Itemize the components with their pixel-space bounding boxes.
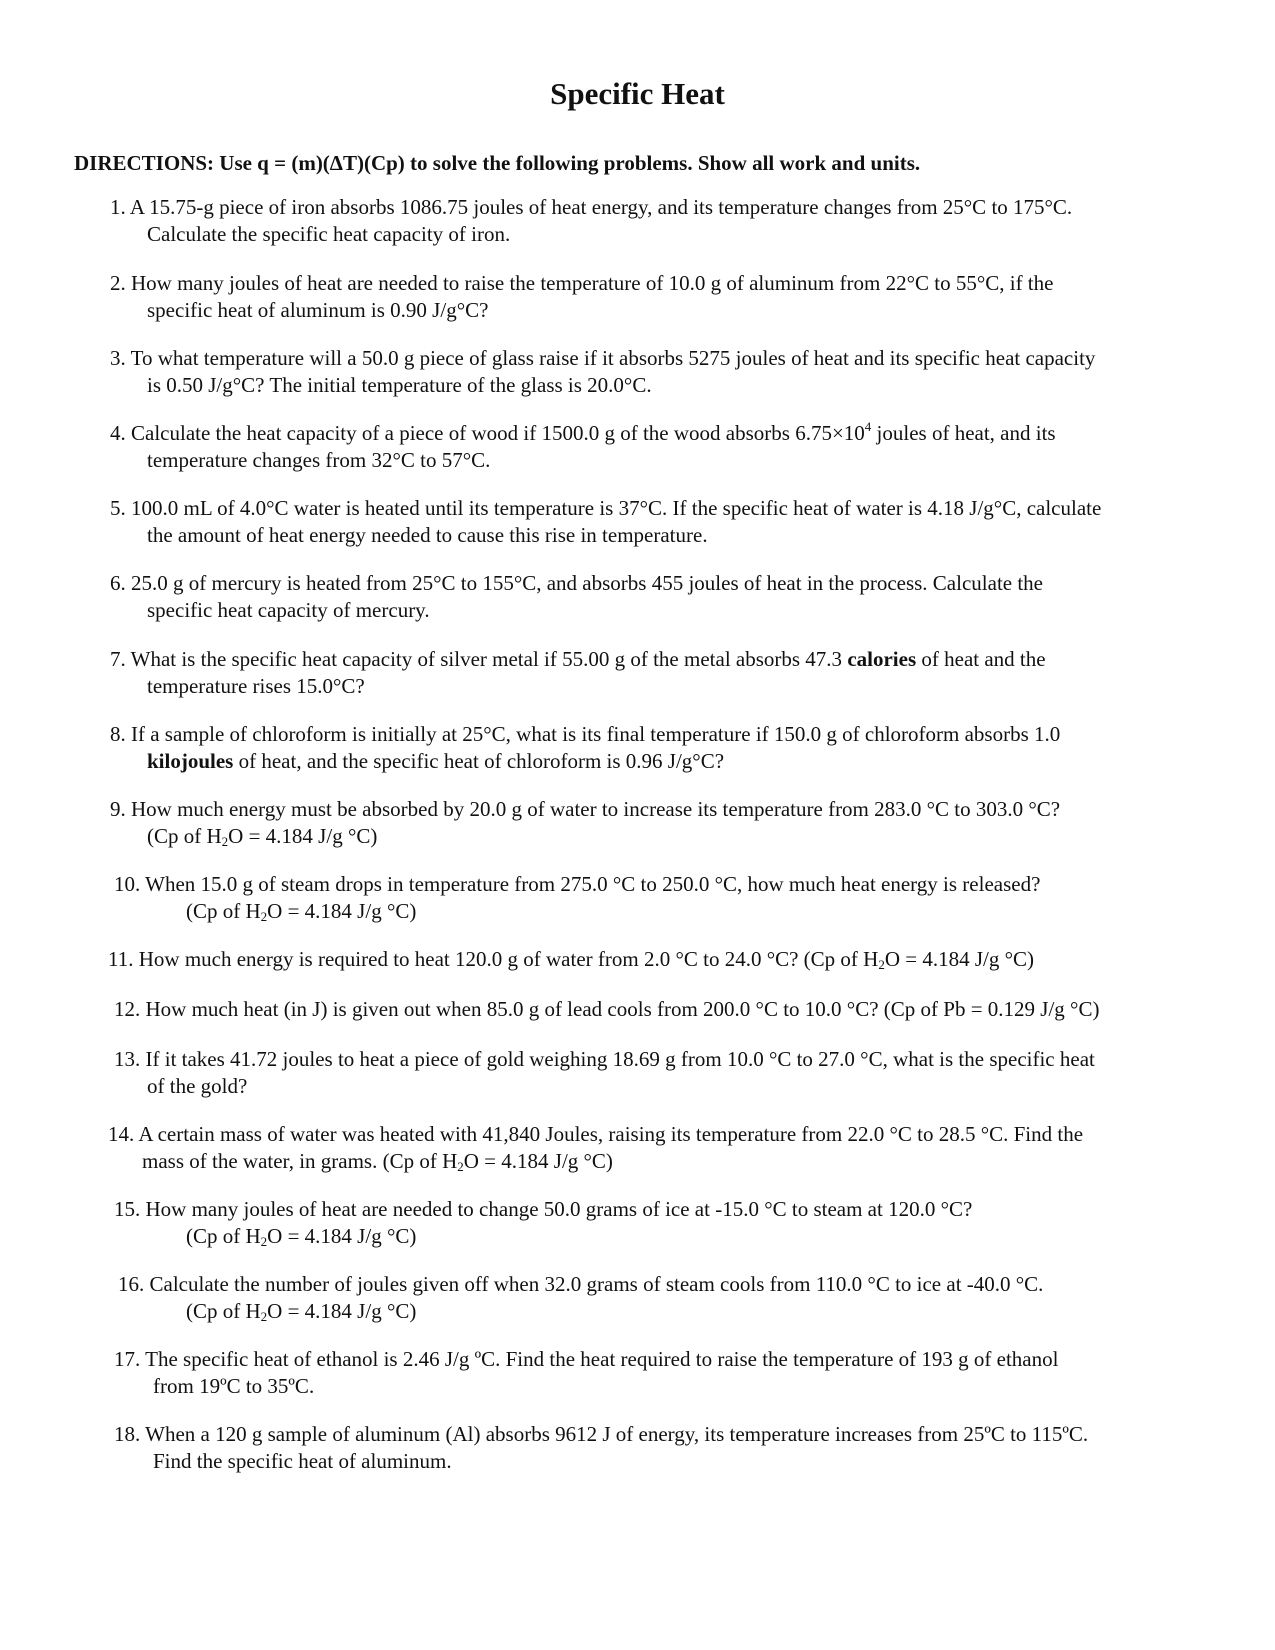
problem-15-line-1 xyxy=(114,1196,972,1223)
problem-14-line-1 xyxy=(108,1121,1083,1148)
problem-12-line-1 xyxy=(114,996,1099,1023)
problem-text-cont: O = 4.184 J/g °C) xyxy=(884,947,1034,971)
problem-18 xyxy=(114,1421,1088,1475)
problem-14 xyxy=(108,1121,1083,1175)
problem-number: 13. xyxy=(114,1047,141,1071)
problem-number: 2. xyxy=(110,271,126,295)
subscript: 2 xyxy=(260,1234,268,1249)
emphasis-kilojoules: kilojoules xyxy=(147,749,234,773)
problem-9-line-2 xyxy=(110,823,1060,850)
problem-text: When 15.0 g of steam drops in temperature from 275.0 °C to 250.0 °C, how much heat energy is released? xyxy=(145,872,1041,896)
cp-text-cont: O = 4.184 J/g °C) xyxy=(267,1299,417,1323)
problem-number: 11. xyxy=(108,947,134,971)
problem-11 xyxy=(108,946,1034,973)
problem-1 xyxy=(110,194,1072,248)
problem-text: How much heat (in J) is given out when 85.0 g of lead cools from 200.0 °C to 10.0 °C? (Cp of Pb = 0.129 J/g °C) xyxy=(145,997,1100,1021)
problem-text-cont: of heat, and the specific heat of chloroform is 0.96 J/g°C? xyxy=(233,749,725,773)
problem-text: The specific heat of ethanol is 2.46 J/g ºC. Find the heat required to raise the temperature of 193 g of ethanol xyxy=(145,1347,1059,1371)
problem-text: How much energy must be absorbed by 20.0 g of water to increase its temperature from 283.0 °C to 303.0 °C? xyxy=(131,797,1061,821)
problem-4 xyxy=(110,420,1056,474)
subscript: 2 xyxy=(260,909,268,924)
problem-number: 12. xyxy=(114,997,141,1021)
problem-number: 16. xyxy=(118,1272,145,1296)
problem-15 xyxy=(114,1196,972,1250)
problem-16 xyxy=(118,1271,1043,1325)
problem-13-line-2: of the gold? xyxy=(147,1074,248,1098)
problem-2 xyxy=(110,270,1053,324)
cp-text-cont: O = 4.184 J/g °C) xyxy=(267,899,417,923)
problem-text: A certain mass of water was heated with 41,840 Joules, raising its temperature from 22.0 °C to 28.5 °C. Find the xyxy=(138,1122,1084,1146)
problem-text: How many joules of heat are needed to raise the temperature of 10.0 g of aluminum from 22°C to 55°C, if the xyxy=(131,271,1054,295)
cp-text: mass of the water, in grams. (Cp of H xyxy=(142,1149,458,1173)
problem-text: A 15.75-g piece of iron absorbs 1086.75 joules of heat energy, and its temperature changes from 25°C to 175°C. xyxy=(129,195,1073,219)
problem-4-line-2: temperature changes from 32°C to 57°C. xyxy=(147,448,491,472)
problem-10-line-2 xyxy=(114,898,1040,925)
problem-10 xyxy=(114,871,1040,925)
problem-4-line-1 xyxy=(110,420,1056,447)
cp-text-cont: O = 4.184 J/g °C) xyxy=(267,1224,417,1248)
problem-18-line-2: Find the specific heat of aluminum. xyxy=(153,1449,452,1473)
problem-16-line-2 xyxy=(118,1298,1043,1325)
problem-1-line-2: Calculate the specific heat capacity of iron. xyxy=(147,222,511,246)
problem-number: 5. xyxy=(110,496,126,520)
problem-3-line-1 xyxy=(110,345,1095,372)
problem-5 xyxy=(110,495,1101,549)
problem-5-line-1 xyxy=(110,495,1101,522)
problem-number: 4. xyxy=(110,421,126,445)
problem-15-line-2 xyxy=(114,1223,972,1250)
problem-7 xyxy=(110,646,1046,700)
problem-number: 3. xyxy=(110,346,126,370)
problem-text: What is the specific heat capacity of silver metal if 55.00 g of the metal absorbs 47.3 xyxy=(130,647,848,671)
problem-text: How much energy is required to heat 120.0 g of water from 2.0 °C to 24.0 °C? (Cp of H xyxy=(138,947,879,971)
problem-text: Calculate the number of joules given off when 32.0 grams of steam cools from 110.0 °C to ice at -40.0 °C. xyxy=(149,1272,1044,1296)
problem-7-line-2: temperature rises 15.0°C? xyxy=(147,674,365,698)
problem-3 xyxy=(110,345,1095,399)
problem-12 xyxy=(114,996,1099,1023)
problem-14-line-2 xyxy=(108,1148,1083,1175)
problem-number: 15. xyxy=(114,1197,141,1221)
cp-text: (Cp of H xyxy=(186,1299,261,1323)
problem-text: If it takes 41.72 joules to heat a piece of gold weighing 18.69 g from 10.0 °C to 27.0 °C, what is the specific heat xyxy=(145,1047,1095,1071)
problem-number: 14. xyxy=(108,1122,135,1146)
problem-number: 17. xyxy=(114,1347,141,1371)
problem-6-line-2: specific heat capacity of mercury. xyxy=(147,598,430,622)
problem-16-line-1 xyxy=(118,1271,1043,1298)
problem-text-cont: joules of heat, and its xyxy=(871,421,1056,445)
problem-text-cont: of heat and the xyxy=(916,647,1046,671)
problem-9-line-1 xyxy=(110,796,1060,823)
page-title: Specific Heat xyxy=(550,76,725,111)
problem-3-line-2: is 0.50 J/g°C? The initial temperature of the glass is 20.0°C. xyxy=(147,373,652,397)
problem-2-line-2: specific heat of aluminum is 0.90 J/g°C? xyxy=(147,298,489,322)
cp-text-cont: O = 4.184 J/g °C) xyxy=(463,1149,613,1173)
problem-text: 25.0 g of mercury is heated from 25°C to 155°C, and absorbs 455 joules of heat in the process. Calculate the xyxy=(131,571,1044,595)
problem-8-line-2 xyxy=(110,748,1060,775)
problem-number: 7. xyxy=(110,647,126,671)
subscript: 2 xyxy=(878,957,885,972)
problem-17 xyxy=(114,1346,1058,1400)
problem-18-line-1 xyxy=(114,1421,1088,1448)
problem-text: How many joules of heat are needed to change 50.0 grams of ice at -15.0 °C to steam at 120.0 °C? xyxy=(145,1197,973,1221)
problem-8-line-1 xyxy=(110,721,1060,748)
problem-9 xyxy=(110,796,1060,850)
subscript: 2 xyxy=(221,834,229,849)
problem-text: If a sample of chloroform is initially at 25°C, what is its final temperature if 150.0 g of chloroform absorbs 1.0 xyxy=(131,722,1061,746)
problem-text: 100.0 mL of 4.0°C water is heated until its temperature is 37°C. If the specific heat of water is 4.18 J/g°C, calculate xyxy=(131,496,1102,520)
problem-number: 8. xyxy=(110,722,126,746)
problem-17-line-2: from 19ºC to 35ºC. xyxy=(153,1374,315,1398)
problem-text: To what temperature will a 50.0 g piece of glass raise if it absorbs 5275 joules of heat and its specific heat capacity xyxy=(130,346,1096,370)
problem-number: 1. xyxy=(110,195,126,219)
problem-number: 9. xyxy=(110,797,126,821)
cp-text: (Cp of H xyxy=(147,824,222,848)
problem-text: Calculate the heat capacity of a piece of wood if 1500.0 g of the wood absorbs 6.75×10 xyxy=(131,421,865,445)
problem-10-line-1 xyxy=(114,871,1040,898)
problem-1-line-1 xyxy=(110,194,1072,221)
problem-13 xyxy=(114,1046,1095,1100)
problem-2-line-1 xyxy=(110,270,1053,297)
problem-number: 18. xyxy=(114,1422,141,1446)
emphasis-calories: calories xyxy=(847,647,917,671)
cp-text-cont: O = 4.184 J/g °C) xyxy=(228,824,378,848)
problem-6 xyxy=(110,570,1043,624)
subscript: 2 xyxy=(260,1309,268,1324)
cp-text: (Cp of H xyxy=(186,899,261,923)
problem-5-line-2: the amount of heat energy needed to cause this rise in temperature. xyxy=(147,523,708,547)
subscript: 2 xyxy=(457,1159,464,1174)
problem-11-line-1 xyxy=(108,946,1034,973)
exponent: 4 xyxy=(864,419,872,434)
problem-6-line-1 xyxy=(110,570,1043,597)
problem-number: 10. xyxy=(114,872,141,896)
directions-text: DIRECTIONS: Use q = (m)(ΔT)(Cp) to solve the following problems. Show all work and units. xyxy=(74,151,921,175)
problem-text: When a 120 g sample of aluminum (Al) absorbs 9612 J of energy, its temperature increases from 25ºC to 115ºC. xyxy=(145,1422,1089,1446)
cp-text: (Cp of H xyxy=(186,1224,261,1248)
problem-8 xyxy=(110,721,1060,775)
problem-number: 6. xyxy=(110,571,126,595)
problem-17-line-1 xyxy=(114,1346,1058,1373)
problem-7-line-1 xyxy=(110,646,1046,673)
problem-13-line-1 xyxy=(114,1046,1095,1073)
